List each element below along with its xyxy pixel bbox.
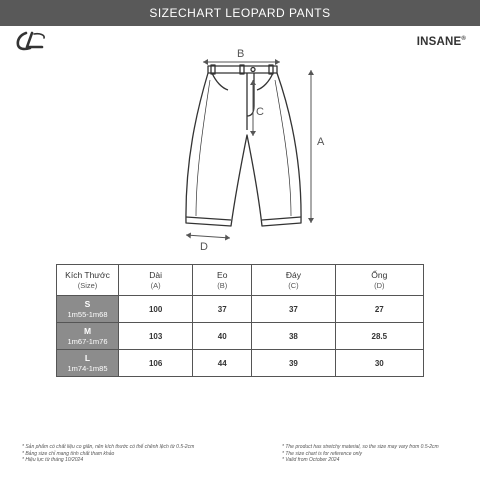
registered-mark: ® bbox=[461, 36, 466, 43]
label-a: A bbox=[317, 136, 325, 148]
value-rise: 37 bbox=[252, 296, 335, 323]
value-waist: 40 bbox=[193, 323, 252, 350]
header-title: Kích Thước bbox=[65, 270, 110, 280]
size-height: 1m67-1m76 bbox=[67, 337, 108, 346]
note-line: * Sản phẩm có chất liệu co giãn, nên kích thước có thể chênh lệch từ 0.5-2cm bbox=[22, 444, 195, 450]
header-rise bbox=[252, 265, 335, 296]
note-line: * Hiệu lực từ tháng 10/2024 bbox=[22, 457, 84, 464]
header-title: Eo bbox=[217, 270, 228, 280]
value-length: 106 bbox=[119, 350, 193, 377]
value-waist: 37 bbox=[193, 296, 252, 323]
dimension-a bbox=[308, 70, 325, 223]
pants-outline bbox=[186, 65, 301, 226]
size-cell bbox=[57, 296, 119, 323]
header-sub: (A) bbox=[150, 281, 161, 290]
pants-diagram bbox=[0, 40, 480, 255]
header-sub: (D) bbox=[374, 281, 385, 290]
header-sub: (B) bbox=[217, 281, 228, 290]
note-line: * Bảng size chỉ mang tính chất tham khảo bbox=[22, 450, 115, 457]
value-hem: 28.5 bbox=[335, 323, 423, 350]
dimension-c bbox=[250, 80, 264, 136]
label-d: D bbox=[200, 241, 208, 253]
table-header-row bbox=[57, 265, 424, 296]
size-height: 1m74-1m85 bbox=[67, 364, 108, 373]
label-b: B bbox=[237, 48, 245, 60]
header-waist bbox=[193, 265, 252, 296]
note-line: * Valid from October 2024 bbox=[282, 457, 340, 464]
label-c: C bbox=[256, 106, 264, 118]
header-title: Đáy bbox=[285, 270, 301, 280]
size-cell bbox=[57, 323, 119, 350]
header-title: Dài bbox=[149, 270, 163, 280]
header-sub: (C) bbox=[288, 281, 299, 290]
dimension-d bbox=[186, 233, 230, 254]
value-waist: 44 bbox=[193, 350, 252, 377]
title-bar bbox=[0, 0, 480, 26]
table-row bbox=[57, 350, 424, 377]
table-row bbox=[57, 296, 424, 323]
note-line: * The size chart is for reference only bbox=[282, 450, 363, 457]
value-rise: 38 bbox=[252, 323, 335, 350]
dimension-b bbox=[203, 48, 280, 65]
brand-name-text: INSANE bbox=[416, 36, 462, 48]
value-hem: 27 bbox=[335, 296, 423, 323]
size-letter: M bbox=[83, 326, 92, 336]
value-length: 103 bbox=[119, 323, 193, 350]
size-height: 1m55-1m68 bbox=[67, 310, 108, 319]
header-title: Ống bbox=[371, 270, 388, 280]
header-hem bbox=[335, 265, 423, 296]
header-size bbox=[57, 265, 119, 296]
size-letter: L bbox=[84, 353, 91, 363]
value-length: 100 bbox=[119, 296, 193, 323]
header-sub: (Size) bbox=[77, 281, 98, 290]
page-title: SIZECHART LEOPARD PANTS bbox=[149, 6, 331, 20]
size-cell bbox=[57, 350, 119, 377]
size-letter: S bbox=[84, 299, 91, 309]
table-row bbox=[57, 323, 424, 350]
note-line: * The product has stretchy material, so the size may vary from 0.5-2cm bbox=[282, 444, 439, 450]
notes-vietnamese bbox=[22, 444, 194, 464]
header-length bbox=[119, 265, 193, 296]
value-rise: 39 bbox=[252, 350, 335, 377]
notes-english bbox=[282, 444, 439, 464]
value-hem: 30 bbox=[335, 350, 423, 377]
size-table bbox=[56, 264, 424, 377]
